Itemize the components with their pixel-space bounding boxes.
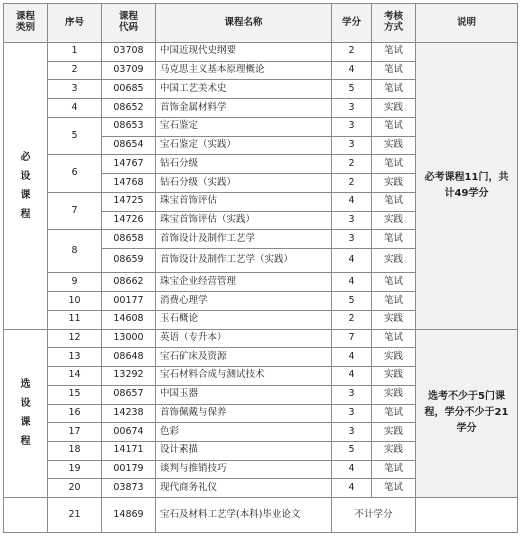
exam-cell: 笔试 [372,192,416,211]
name-cell: 玉石概论 [156,310,332,329]
code-cell: 14725 [102,192,156,211]
seq-cell: 9 [48,273,102,292]
name-cell: 首饰佩戴与保养 [156,404,332,423]
exam-cell: 笔试 [372,80,416,99]
credit-cell: 4 [332,61,372,80]
credit-cell: 2 [332,155,372,174]
category-label: 必设课程 [20,151,31,220]
credit-cell: 4 [332,460,372,479]
code-cell: 13292 [102,367,156,386]
header-category: 课程 类别 [4,4,48,43]
code-cell: 08658 [102,230,156,249]
seq-cell: 7 [48,192,102,229]
seq-cell: 15 [48,385,102,404]
note-cell-empty [416,498,518,533]
credit-cell: 3 [332,211,372,230]
exam-cell: 实践 [372,385,416,404]
seq-cell: 8 [48,230,102,273]
code-cell: 14171 [102,442,156,461]
code-cell: 08657 [102,385,156,404]
table-body [4,43,518,533]
credit-cell: 4 [332,192,372,211]
name-cell: 宝石及材料工艺学(本科)毕业论文 [156,498,332,533]
exam-cell: 笔试 [372,329,416,348]
credit-cell: 3 [332,136,372,155]
header-credit: 学分 [332,4,372,43]
code-cell: 14767 [102,155,156,174]
note-cell [416,329,518,498]
seq-cell: 5 [48,117,102,154]
header-note: 说明 [416,4,518,43]
name-cell: 设计素描 [156,442,332,461]
credit-cell: 3 [332,404,372,423]
name-cell: 首饰设计及制作工艺学 [156,230,332,249]
name-cell: 珠宝企业经营管理 [156,273,332,292]
code-cell: 13000 [102,329,156,348]
name-cell: 钻石分级 [156,155,332,174]
category-cell [4,329,48,498]
thesis-credit-cell: 不计学分 [332,498,416,533]
table-row [4,43,518,62]
exam-cell: 实践 [372,174,416,193]
name-cell: 马克思主义基本原理概论 [156,61,332,80]
exam-cell: 实践 [372,442,416,461]
credit-cell: 3 [332,423,372,442]
code-cell: 03709 [102,61,156,80]
name-cell: 中国近现代史纲要 [156,43,332,62]
seq-cell: 10 [48,292,102,311]
credit-cell: 4 [332,273,372,292]
credit-cell: 4 [332,348,372,367]
name-cell: 现代商务礼仪 [156,479,332,498]
note-text: 选考不少于5门课程，学分不少于21学分 [424,391,509,435]
exam-cell: 笔试 [372,292,416,311]
exam-cell: 笔试 [372,230,416,249]
note-text: 必考课程11门，共计49学分 [424,171,509,199]
exam-cell: 笔试 [372,404,416,423]
seq-cell: 1 [48,43,102,62]
thesis-row [4,498,518,533]
name-cell: 宝石鉴定 [156,117,332,136]
seq-cell: 4 [48,99,102,118]
seq-cell: 13 [48,348,102,367]
exam-cell: 笔试 [372,43,416,62]
credit-cell: 3 [332,385,372,404]
exam-cell: 笔试 [372,117,416,136]
code-cell: 00674 [102,423,156,442]
header-name: 课程名称 [156,4,332,43]
header-exam: 考核 方式 [372,4,416,43]
exam-cell: 实践 [372,249,416,273]
credit-cell: 4 [332,249,372,273]
exam-cell: 实践 [372,136,416,155]
exam-cell: 实践 [372,99,416,118]
credit-cell: 3 [332,230,372,249]
code-cell: 03708 [102,43,156,62]
seq-cell: 17 [48,423,102,442]
credit-cell: 2 [332,310,372,329]
code-cell: 08652 [102,99,156,118]
code-cell: 03873 [102,479,156,498]
credit-cell: 4 [332,479,372,498]
seq-cell: 2 [48,61,102,80]
credit-cell: 2 [332,174,372,193]
credit-cell: 5 [332,442,372,461]
name-cell: 珠宝首饰评估（实践） [156,211,332,230]
seq-cell: 20 [48,479,102,498]
exam-cell: 实践 [372,348,416,367]
code-cell: 08653 [102,117,156,136]
code-cell: 08654 [102,136,156,155]
name-cell: 宝石矿床及资源 [156,348,332,367]
code-cell: 14726 [102,211,156,230]
curriculum-table [3,3,518,533]
exam-cell: 笔试 [372,479,416,498]
name-cell: 首饰设计及制作工艺学（实践） [156,249,332,273]
credit-cell: 3 [332,99,372,118]
code-cell: 00177 [102,292,156,311]
exam-cell: 笔试 [372,61,416,80]
code-cell: 14238 [102,404,156,423]
seq-cell: 14 [48,367,102,386]
name-cell: 中国玉器 [156,385,332,404]
seq-cell: 16 [48,404,102,423]
name-cell: 谈判与推销技巧 [156,460,332,479]
code-cell: 14608 [102,310,156,329]
code-cell: 08648 [102,348,156,367]
seq-cell: 12 [48,329,102,348]
exam-cell: 实践 [372,423,416,442]
seq-cell: 11 [48,310,102,329]
name-cell: 英语（专升本） [156,329,332,348]
table-row [4,329,518,348]
code-cell: 00685 [102,80,156,99]
seq-cell: 21 [48,498,102,533]
exam-cell: 实践 [372,367,416,386]
name-cell: 宝石材料合成与测试技术 [156,367,332,386]
name-cell: 消费心理学 [156,292,332,311]
seq-cell: 3 [48,80,102,99]
name-cell: 宝石鉴定（实践） [156,136,332,155]
exam-cell: 实践 [372,211,416,230]
seq-cell: 18 [48,442,102,461]
code-cell: 14869 [102,498,156,533]
note-cell [416,43,518,330]
credit-cell: 4 [332,367,372,386]
exam-cell: 笔试 [372,273,416,292]
credit-cell: 7 [332,329,372,348]
name-cell: 色彩 [156,423,332,442]
name-cell: 首饰金属材料学 [156,99,332,118]
exam-cell: 笔试 [372,155,416,174]
name-cell: 钻石分级（实践） [156,174,332,193]
name-cell: 珠宝首饰评估 [156,192,332,211]
header-row [4,4,518,43]
code-cell: 14768 [102,174,156,193]
credit-cell: 5 [332,292,372,311]
code-cell: 00179 [102,460,156,479]
name-cell: 中国工艺美术史 [156,80,332,99]
header-seq: 序号 [48,4,102,43]
exam-cell: 实践 [372,310,416,329]
seq-cell: 6 [48,155,102,192]
category-cell-empty [4,498,48,533]
header-code: 课程 代码 [102,4,156,43]
category-cell [4,43,48,330]
credit-cell: 5 [332,80,372,99]
credit-cell: 2 [332,43,372,62]
code-cell: 08659 [102,249,156,273]
exam-cell: 笔试 [372,460,416,479]
seq-cell: 19 [48,460,102,479]
category-label: 选设课程 [20,379,31,448]
credit-cell: 3 [332,117,372,136]
code-cell: 08662 [102,273,156,292]
